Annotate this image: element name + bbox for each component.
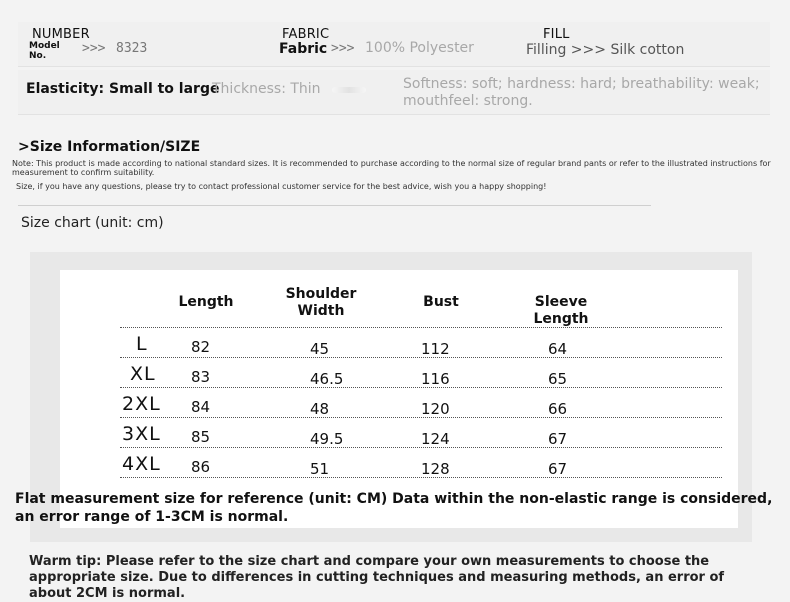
header-length: Length <box>178 294 234 310</box>
fill-heading: FILL <box>543 27 570 42</box>
sleeve-cell: 67 <box>548 430 568 448</box>
size-info-note-2: Size, if you have any questions, please try to contact professional customer service for the best advice, wish you a happy shopping! <box>16 182 547 191</box>
size-cell: L <box>136 333 148 355</box>
length-cell: 84 <box>191 398 211 416</box>
size-cell: XL <box>130 363 156 385</box>
shoulder-cell: 51 <box>310 460 330 478</box>
size-info-title: >Size Information/SIZE <box>18 139 201 155</box>
sleeve-cell: 64 <box>548 340 568 358</box>
header-sleeve-length: Sleeve Length <box>533 294 589 327</box>
model-no-label: Model No. <box>29 41 60 61</box>
shoulder-cell: 45 <box>310 340 330 358</box>
fabric-label: Fabric <box>279 41 328 57</box>
bust-cell: 116 <box>421 370 450 388</box>
header-bust: Bust <box>423 294 459 310</box>
thickness-text: Thickness: Thin <box>212 81 321 97</box>
bust-cell: 120 <box>421 400 450 418</box>
section-divider <box>18 205 651 206</box>
flat-measurement-note: Flat measurement size for reference (unit: CM) Data within the non-elastic range is considered, an error range of 1-3CM is normal. <box>15 491 773 525</box>
bust-cell: 124 <box>421 430 450 448</box>
length-cell: 85 <box>191 428 211 446</box>
elasticity-text: Elasticity: Small to large <box>26 81 220 97</box>
size-chart-title: Size chart (unit: cm) <box>21 215 164 231</box>
size-info-note: Note: This product is made according to national standard sizes. It is recommended to purchase according to the normal size of regular brand pants or refer to the illustrated instructions for measurement to confirm suitability. <box>12 159 771 177</box>
fill-label: Filling >>> Silk cotton <box>526 42 685 58</box>
size-cell: 3XL <box>122 423 161 445</box>
model-number-value: 8323 <box>116 41 148 56</box>
sleeve-cell: 66 <box>548 400 568 418</box>
sleeve-cell: 67 <box>548 460 568 478</box>
size-cell: 4XL <box>122 453 161 475</box>
shoulder-cell: 48 <box>310 400 330 418</box>
warm-tip: Warm tip: Please refer to the size chart and compare your own measurements to choose the appropriate size. Due to differences in cutting techniques and measuring methods, an error of about 2CM is normal. <box>29 554 725 601</box>
row-divider <box>120 327 722 328</box>
fabric-heading: FABRIC <box>282 27 330 42</box>
thickness-swatch <box>332 87 366 93</box>
shoulder-cell: 46.5 <box>310 370 344 388</box>
length-cell: 86 <box>191 458 211 476</box>
bust-cell: 112 <box>421 340 450 358</box>
softness-text: Softness: soft; hardness: hard; breathability: weak; mouthfeel: strong. <box>403 76 760 109</box>
size-cell: 2XL <box>122 393 161 415</box>
length-cell: 83 <box>191 368 211 386</box>
length-cell: 82 <box>191 338 211 356</box>
fabric-arrow: >>> <box>331 41 355 56</box>
header-shoulder-width: Shoulder Width <box>285 286 357 319</box>
fabric-value: 100% Polyester <box>365 40 474 56</box>
bust-cell: 128 <box>421 460 450 478</box>
number-heading: NUMBER <box>32 27 90 42</box>
number-arrow: >>> <box>82 41 106 56</box>
sleeve-cell: 65 <box>548 370 568 388</box>
shoulder-cell: 49.5 <box>310 430 344 448</box>
